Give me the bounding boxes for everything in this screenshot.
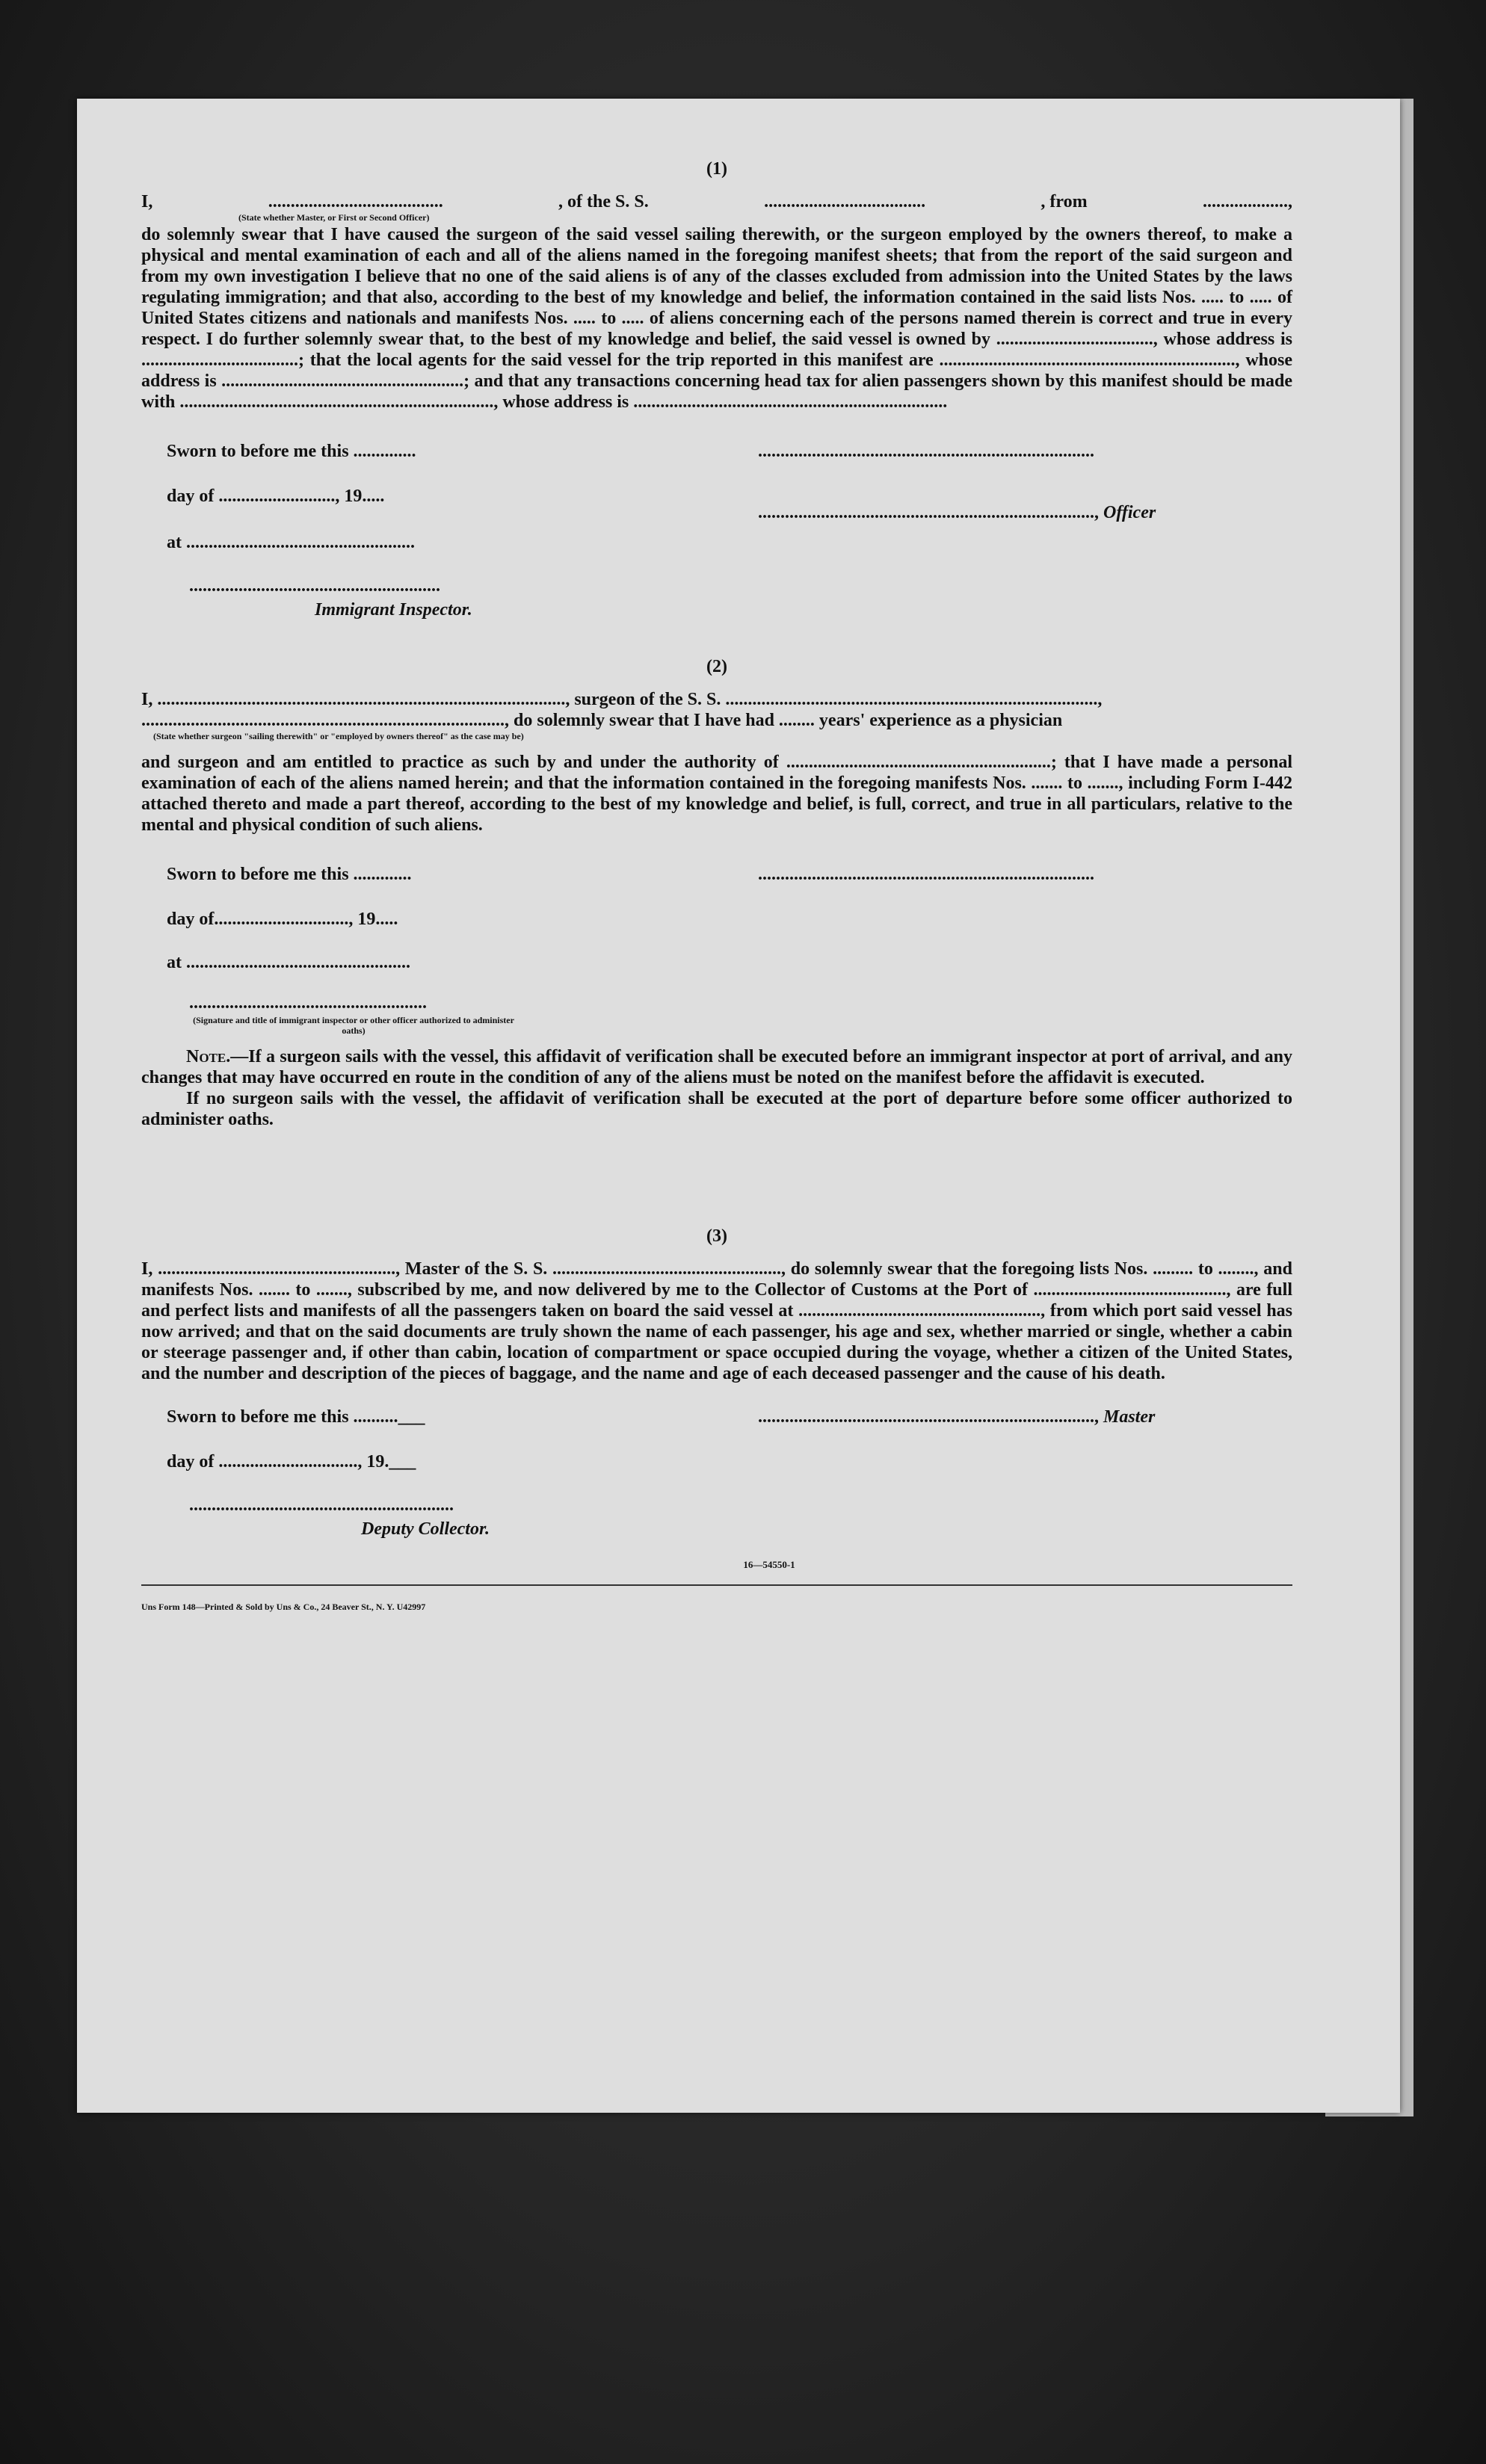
section-1-number: (1)	[706, 159, 727, 179]
printer-line: Uns Form 148—Printed & Sold by Uns & Co., 24 Beaver St., N. Y. U42997	[141, 1602, 426, 1612]
section-1-body: do solemnly swear that I have caused the surgeon of the said vessel sailing therewith, or the surgeon employed by the owners thereof, to make a physical and mental examination of each and all of the aliens named in the foregoing manifest sheets; that from the report of the said surgeon and from my own investigation I believe that no one of the said aliens is of any of the classes excluded from admission into the United States by the laws regulating immigration; and that also, according to the best of my knowledge and belief, the information contained in the said lists Nos. ..... to ..... of United States citizens and nationals and manifests Nos. ..... to ..... of aliens concerning each of the persons named therein is correct and true in every respect. I do further solemnly swear that, to the best of my knowledge and belief, the said vessel is owned by ..................................., whose address is ...................................; that the local agents for the said vessel for the trip reported in this manifest are .................................................................., whose address is ......................................................; and that any transactions concerning head tax for alien passengers shown by this manifest should be made with ......................................................................, whose address is ......................................................................	[141, 225, 1292, 412]
s3-collector: Deputy Collector.	[361, 1519, 490, 1539]
s1-inspector: Immigrant Inspector.	[315, 600, 472, 620]
s3-day: day of ..............................., 19.___	[167, 1452, 416, 1472]
s1-dots: .......................................	[268, 192, 443, 211]
section-2-signatures	[141, 864, 1292, 1037]
section-2-note: (State whether surgeon "sailing therewith" or "employed by owners thereof" as the case may be)	[153, 731, 524, 741]
s2-sig-dots: ...........................................................................	[758, 865, 1094, 884]
note-label: Note.	[186, 1047, 231, 1066]
section-2-body: and surgeon and am entitled to practice as such by and under the authority of ...........................................................; that I have made a personal examination of each of the aliens named herein; and that the information contained in the foregoing manifests Nos. ....... to ......., including Form I-442 attached thereto and made a part thereof, according to the best of my knowledge and belief, is full, correct, and true in all particulars, relative to the mental and physical condition of such aliens.	[141, 753, 1292, 835]
s1-dots3: ...................,	[1202, 192, 1292, 211]
s2-at: at ..................................................	[167, 953, 410, 972]
s1-dots2: ....................................	[764, 192, 926, 211]
s2-sworn: Sworn to before me this .............	[167, 865, 412, 884]
s3-master-dots: ...........................................................................,	[758, 1407, 1103, 1427]
manifest-page	[77, 99, 1400, 2113]
section-3-signatures	[141, 1407, 1292, 1541]
section-1-note: (State whether Master, or First or Second Officer)	[238, 212, 430, 223]
s2-sig-note: (Signature and title of immigrant inspector or other officer authorized to administer oaths)	[193, 1015, 514, 1036]
s3-master: Master	[1103, 1407, 1156, 1427]
s1-from: , from	[1040, 192, 1088, 211]
s1-officer-dots: ...........................................................................,	[758, 503, 1103, 522]
section-2-number: (2)	[706, 657, 727, 676]
s2-day: day of.............................., 19.....	[167, 910, 398, 929]
s1-officer: Officer	[1103, 503, 1156, 522]
section-2-line2: ................................................................................., do solemnly swear that I have had ........ years' experience as a physician	[141, 711, 1063, 730]
affidavit-content	[141, 158, 1292, 1617]
section-2-note1	[141, 1046, 1292, 1088]
s1-officer-line	[758, 502, 1156, 523]
section-3-number: (3)	[706, 1226, 727, 1246]
s1-inspector-dots: ........................................................	[189, 576, 440, 596]
s1-i: I,	[141, 192, 153, 211]
s3-master-line	[758, 1407, 1155, 1427]
section-2-line1: I, ..........................................................................................., surgeon of the S. S. ...................................................................................,	[141, 690, 1103, 709]
s1-sworn: Sworn to before me this ..............	[167, 442, 416, 461]
s3-collector-dots: ...........................................................	[189, 1495, 454, 1515]
s3-sworn: Sworn to before me this ..........___	[167, 1407, 425, 1427]
s1-day: day of .........................., 19.....	[167, 487, 385, 506]
footer-rule	[141, 1584, 1292, 1586]
section-2-note2: If no surgeon sails with the vessel, the affidavit of verification shall be executed at the port of departure before some officer authorized to administer oaths.	[141, 1089, 1292, 1129]
s1-at: at ...................................................	[167, 533, 415, 552]
section-3-body: I, ....................................................., Master of the S. S. ..................................................., do solemnly swear that the foregoing lists Nos. ......... to ........, and manifests Nos. ....... to ......., subscribed by me, and now delivered by me to the Collector of Customs at the Port of ..........................................., are full and perfect lists and manifests of all the passengers taken on board the said vessel at ......................................................, from which port said vessel has now arrived; and that on the said documents are truly shown the name of each passenger, his age and sex, whether married or single, whether a cabin or steerage passenger and, if other than cabin, location of compartment or space occupied during the voyage, whether a citizen of the United States, and the number and description of the pieces of baggage, and the name and age of each deceased passenger and the cause of his death.	[141, 1259, 1292, 1383]
section-1-first-line	[141, 191, 1292, 212]
s1-of: , of the S. S.	[558, 192, 649, 211]
s1-sig-dots: ...........................................................................	[758, 442, 1094, 461]
form-number: 16—54550-1	[743, 1559, 795, 1570]
s2-sig-dots-left: .....................................................	[189, 993, 427, 1013]
note1-text: —If a surgeon sails with the vessel, this affidavit of verification shall be executed before an immigrant inspector at port of arrival, and any changes that may have occurred en route in the condition of any of the aliens must be noted on the manifest before the affidavit is executed.	[141, 1047, 1292, 1087]
section-1-signatures	[141, 441, 1292, 626]
